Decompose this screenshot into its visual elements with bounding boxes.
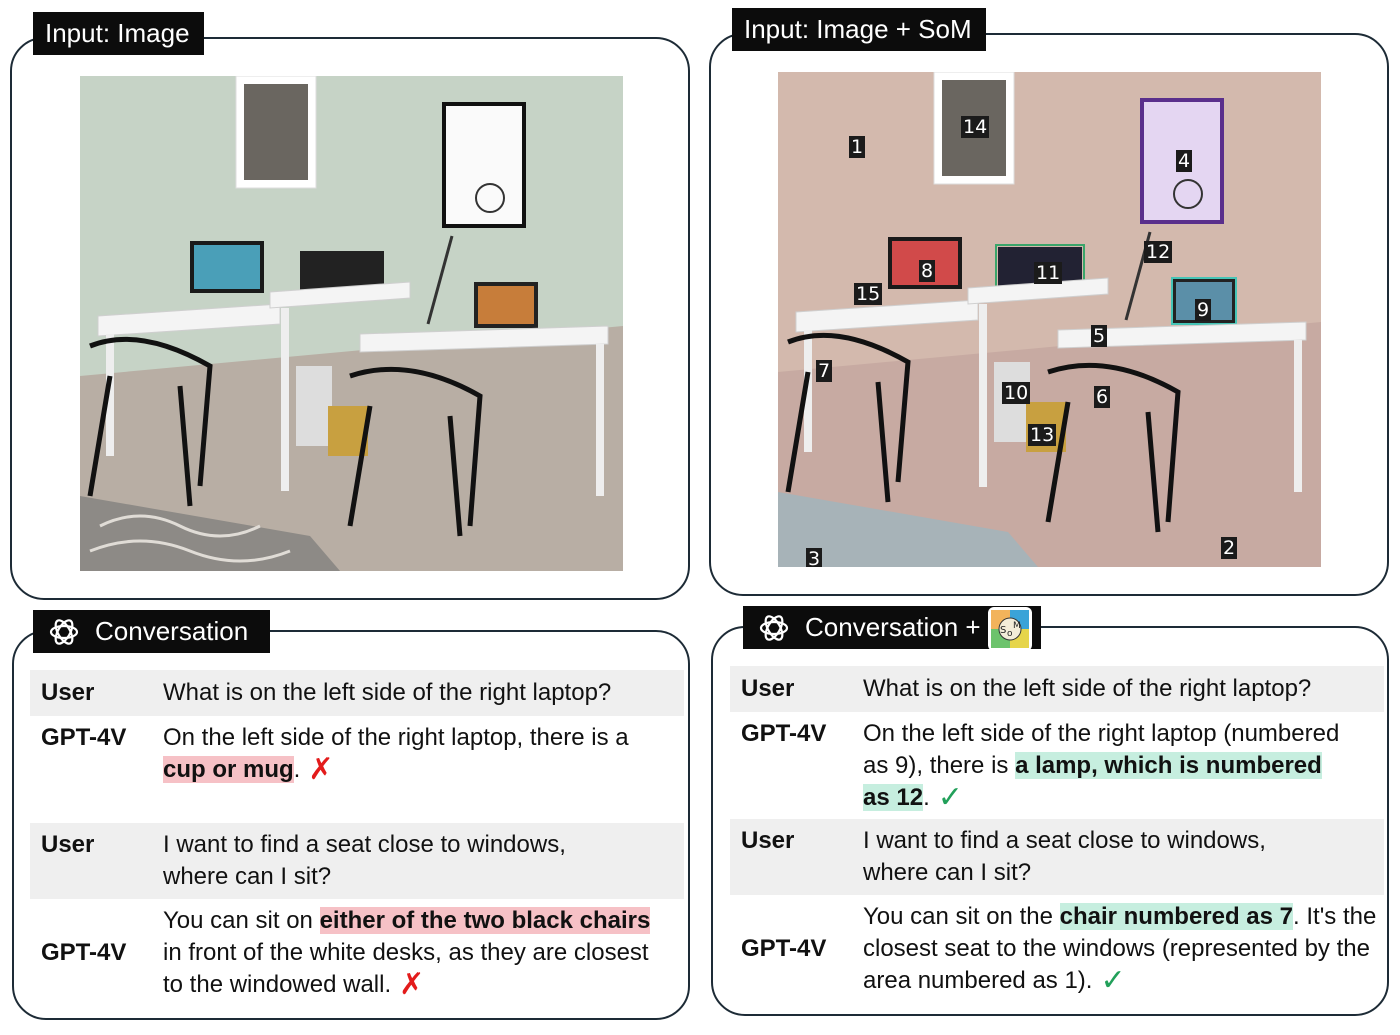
speaker-gpt4v: GPT-4V [741, 720, 827, 747]
som-mark-8: 8 [921, 260, 934, 282]
message-text-end: . [923, 784, 930, 811]
message-text: On the left side of the right laptop (numbered as 9), there is [863, 720, 1340, 779]
user-message: I want to find a seat close to windows, where can I sit? [163, 831, 566, 890]
gpt4v-message [863, 901, 1380, 997]
user-message: What is on the left side of the right laptop? [163, 679, 612, 706]
som-mark-11: 11 [1036, 262, 1061, 284]
turn-gpt-2 [30, 901, 684, 1005]
speaker-gpt4v: GPT-4V [741, 935, 827, 962]
gpt4v-message [163, 722, 676, 786]
turn-gpt-1 [30, 718, 684, 816]
input-image-label: Input: Image [33, 12, 204, 55]
som-mark-15: 15 [856, 283, 881, 305]
correct-answer-highlight: chair numbered as 7 [1059, 903, 1294, 930]
message-text-end: . [293, 756, 301, 783]
som-mark-9: 9 [1197, 299, 1210, 321]
som-mark-2: 2 [1223, 537, 1236, 559]
gpt4v-message [163, 905, 654, 1001]
wrong-answer-highlight: either of the two black chairs [319, 907, 651, 934]
conversation-label [33, 610, 270, 653]
openai-logo-icon [47, 615, 81, 649]
turn-gpt-2 [730, 897, 1384, 1001]
message-text: On the left side of the right laptop, there is a [163, 724, 629, 751]
som-mark-7: 7 [818, 360, 831, 382]
gpt4v-message [863, 718, 1354, 814]
som-mark-6: 6 [1096, 386, 1109, 408]
check-icon: ✓ [937, 781, 963, 814]
openai-logo-icon [757, 611, 791, 645]
speaker-user: User [41, 831, 95, 858]
som-mark-1: 1 [851, 136, 864, 158]
cross-icon: ✗ [308, 753, 334, 786]
logo-letter-o: o [1006, 629, 1013, 639]
som-mark-10: 10 [1004, 382, 1029, 404]
logo-letter-s: S [999, 625, 1006, 636]
message-text-end: in front of the white desks, as they are closest to the windowed wall. [163, 939, 649, 998]
speaker-user: User [741, 675, 795, 702]
room-photo [80, 76, 623, 571]
som-mark-4: 4 [1178, 150, 1191, 172]
turn-user-1 [30, 670, 684, 716]
message-text: You can sit on [163, 907, 320, 934]
wrong-answer-highlight: cup or mug [163, 756, 294, 783]
turn-user-2 [30, 823, 684, 899]
turn-gpt-1 [730, 714, 1384, 818]
message-text-end: . It's the closest seat to the windows (represented by the area numbered as 1). [863, 903, 1377, 994]
input-image-som-label: Input: Image + SoM [732, 8, 986, 51]
conversation-som-label-text: Conversation + [805, 612, 981, 642]
check-icon: ✓ [1100, 964, 1126, 997]
som-mark-13: 13 [1030, 424, 1055, 446]
turn-user-2 [730, 819, 1384, 895]
correct-answer-highlight: a lamp, which is numbered as 12 [863, 752, 1322, 811]
speaker-user: User [741, 827, 795, 854]
som-mark-14: 14 [963, 116, 988, 138]
turn-user-1 [730, 666, 1384, 712]
logo-letter-m: M [1012, 621, 1021, 631]
speaker-gpt4v: GPT-4V [41, 724, 127, 751]
room-scene-illustration [80, 76, 623, 571]
conversation-label-text: Conversation [95, 616, 249, 646]
message-text: You can sit on the [863, 903, 1060, 930]
conversation-som-label [743, 606, 1041, 649]
som-mark-5: 5 [1093, 325, 1106, 347]
speaker-user: User [41, 679, 95, 706]
som-logo-icon [987, 606, 1033, 652]
cross-icon: ✗ [399, 968, 425, 1001]
room-photo-with-marks [778, 72, 1321, 567]
user-message: I want to find a seat close to windows, where can I sit? [863, 827, 1266, 886]
speaker-gpt4v: GPT-4V [41, 939, 127, 966]
som-mark-3: 3 [806, 548, 822, 567]
user-message: What is on the left side of the right laptop? [863, 675, 1312, 702]
som-mark-12: 12 [1146, 241, 1171, 263]
